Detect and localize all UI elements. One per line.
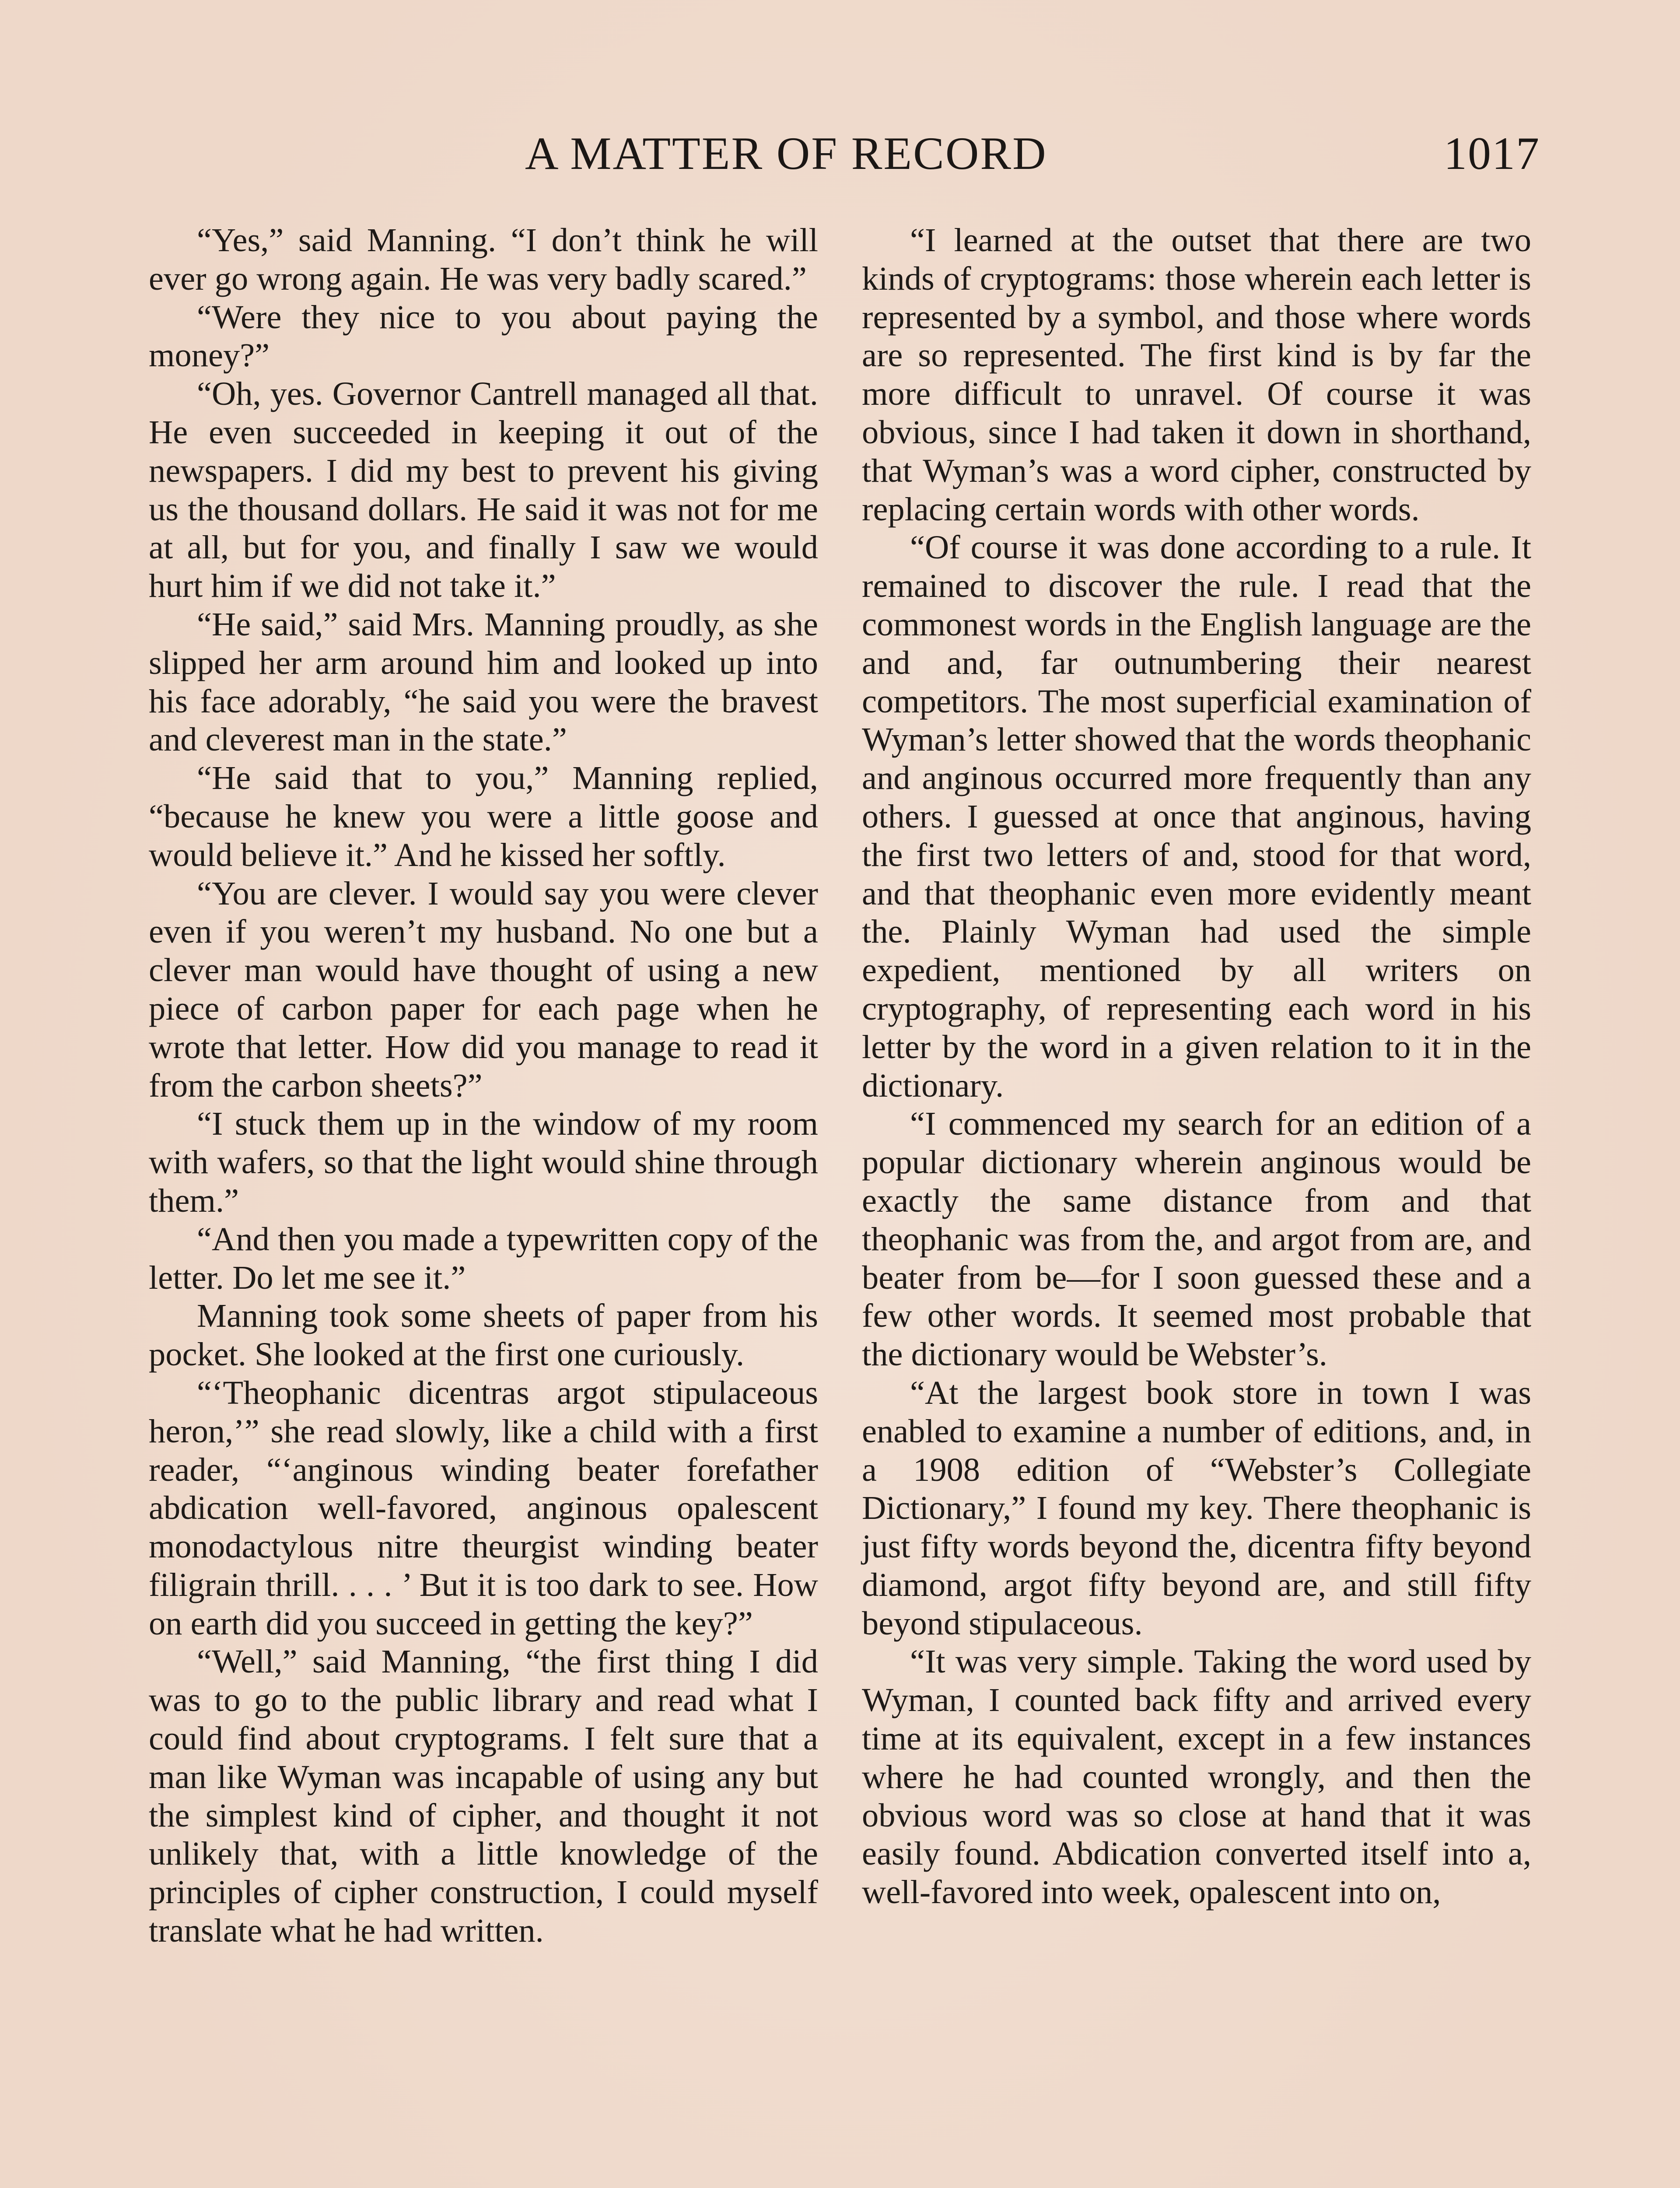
paragraph: “He said that to you,” Manning replied, “because he knew you were a little goose and would believe it.” And he kissed her softly. [149, 759, 818, 873]
paragraph: “Oh, yes. Governor Cantrell managed all that. He even succeeded in keeping it out of the newspapers. I did my best to prevent his giving us the thousand dollars. He said it was not for me at all, but for you, and finally I saw we would hurt him if we did not take it.” [149, 375, 818, 605]
paragraph: “Were they nice to you about paying the money?” [149, 298, 818, 374]
paragraph: Manning took some sheets of paper from his pocket. She looked at the first one curiously. [149, 1297, 818, 1373]
paragraph: “It was very simple. Taking the word used by Wyman, I counted back fifty and arrived every time at its equivalent, except in a few instances where he had counted wrongly, and then the obvious word was so close at hand that it was easily found. Abdication converted itself into a, well-favored into week, opalescent into on, [862, 1643, 1531, 1911]
page-header [149, 127, 1540, 193]
paragraph: “Yes,” said Manning. “I don’t think he will ever go wrong again. He was very badly scared.” [149, 221, 818, 297]
paragraph: “At the largest book store in town I was enabled to examine a number of editions, and, in a 1908 edition of “Webster’s Collegiate Dictionary,” I found my key. There theophanic is just fifty words beyond the, dicentra fifty beyond diamond, argot fifty beyond are, and still fifty beyond stipulaceous. [862, 1374, 1531, 1642]
paragraph: “Of course it was done according to a rule. It remained to discover the rule. I read that the commonest words in the English language are the and and, far outnumbering their nearest competitors. The most superficial examination of Wyman’s letter showed that the words theophanic and anginous occurred more frequently than any others. I guessed at once that anginous, having the first two letters of and, stood for that word, and that theophanic even more evidently meant the. Plainly Wyman had used the simple expedient, mentioned by all writers on cryptography, of representing each word in his letter by the word in a given relation to it in the dictionary. [862, 529, 1531, 1104]
paragraph: “Well,” said Manning, “the first thing I did was to go to the public library and read what I could find about cryptograms. I felt sure that a man like Wyman was incapable of using any but the simplest kind of cipher, and thought it not unlikely that, with a little knowledge of the principles of cipher construction, I could myself translate what he had written. [149, 1643, 818, 1950]
paragraph: “I stuck them up in the window of my room with wafers, so that the light would shine through them.” [149, 1105, 818, 1219]
page-number: 1017 [1444, 128, 1540, 179]
paragraph: “I learned at the outset that there are two kinds of cryptograms: those wherein each letter is represented by a symbol, and those where words are so represented. The first kind is by far the more difficult to unravel. Of course it was obvious, since I had taken it down in shorthand, that Wyman’s was a word cipher, constructed by replacing certain words with other words. [862, 221, 1531, 528]
paragraph: “You are clever. I would say you were clever even if you weren’t my husband. No one but a clever man would have thought of using a new piece of carbon paper for each page when he wrote that letter. How did you manage to read it from the carbon sheets?” [149, 874, 818, 1104]
left-column [149, 221, 818, 1950]
running-title: A MATTER OF RECORD [525, 128, 1047, 179]
paragraph-cipher-quote: “‘Theophanic dicentras argot stipulaceous heron,’” she read slowly, like a child with a first reader, “‘anginous winding beater forefather abdication well-favored, anginous opalescent monodactylous nitre theurgist winding beater filigrain thrill. . . . ’ But it is too dark to see. How on earth did you succeed in getting the key?” [149, 1374, 818, 1642]
paragraph: “And then you made a typewritten copy of the letter. Do let me see it.” [149, 1220, 818, 1296]
paragraph: “I commenced my search for an edition of a popular dictionary wherein anginous would be exactly the same distance from and that theophanic was from the, and argot from are, and beater from be—for I soon guessed these and a few other words. It seemed most probable that the dictionary would be Webster’s. [862, 1105, 1531, 1373]
right-column [862, 221, 1531, 1911]
paragraph: “He said,” said Mrs. Manning proudly, as she slipped her arm around him and looked up into his face adorably, “he said you were the bravest and cleverest man in the state.” [149, 605, 818, 758]
